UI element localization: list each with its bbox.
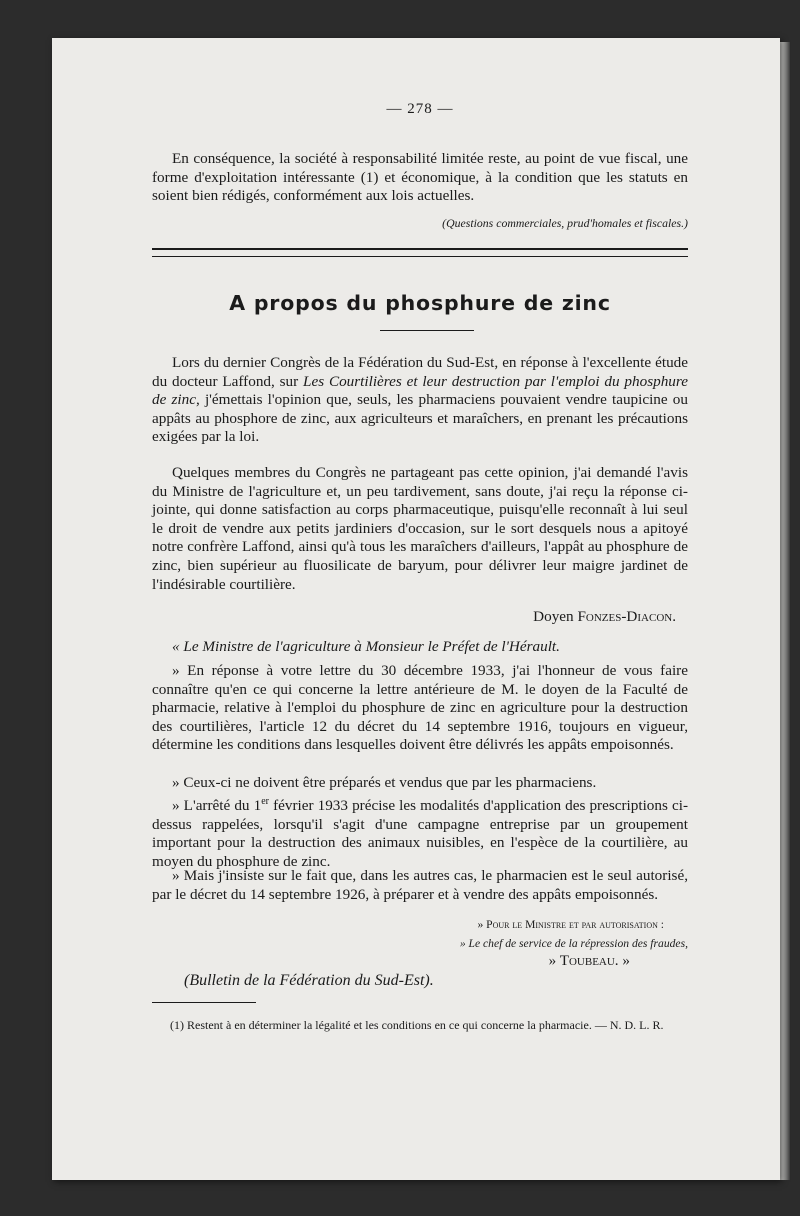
intro-paragraph: En conséquence, la société à responsabilité limitée reste, au point de vue fiscal, une forme d'exploitation intéressante (1) et économique, à la condition que les statuts en soient bien rédigés, conformément aux lois actuelles.: [152, 150, 688, 205]
letter-paragraph-2: » Ceux-ci ne doivent être préparés et vendus que par les pharmaciens.: [172, 774, 597, 791]
article-p1-italic-title: Les Courtilières et leur destruction par l'emploi du phosphure de zinc: [152, 372, 688, 409]
footnote: (1) Restent à en déterminer la légalité et les conditions en ce qui concerne la pharmacie. — N. D. L. R.: [170, 1018, 664, 1032]
article-title: A propos du phosphure de zinc: [229, 291, 611, 315]
article-p1-start: Lors du dernier Congrès de la Fédération du Sud-Est, en réponse à l'excellente étude du docteur Laffond, sur: [152, 354, 688, 390]
letter-p3-start: » L'arrêté du 1: [172, 797, 262, 815]
letter-p3-superscript: er: [261, 796, 269, 807]
letter-paragraph-4: » Mais j'insiste sur le fait que, dans les autres cas, le pharmacien est le seul autorisé, par le décret du 14 septembre 1926, à préparer et à vendre des appâts empoisonnés.: [152, 867, 688, 903]
page-number: — 278 —: [386, 101, 454, 117]
signature-name: » Toubeau. »: [548, 952, 630, 969]
intro-source: (Questions commerciales, prud'homales et fiscales.): [442, 216, 688, 230]
article-p1-end: , j'émettais l'opinion que, seuls, les pharmaciens pouvaient vendre taupicine ou appâts au phosphore de zinc, aux agriculteurs et maraîchers, en prenant les précautions exigées par la loi.: [152, 391, 688, 446]
author-name: Fonzes-Diacon.: [577, 608, 676, 625]
letter-paragraph-3: [152, 793, 688, 871]
article-paragraph-2: Quelques membres du Congrès ne partageant pas cette opinion, j'ai demandé l'avis du Ministre de l'agriculture et, un peu tardivement, sans doute, j'ai reçu la réponse ci-jointe, qui donne satisfaction au corps pharmaceutique, puisqu'elle reconnaît à lui seul le droit de vendre aux petits jardiniers d'occasion, sur le sort desquels nous a apitoyé notre confrère Laffond, ainsi qu'à tous les maraîchers d'ailleurs, l'appât au phosphure de zinc, bien supérieur au fluosilicate de baryum, pour délivrer leur maigre jardinet de l'indésirable courtilière.: [152, 464, 688, 593]
signature-role: » Le chef de service de la répression des fraudes,: [459, 937, 688, 950]
title-underline: [380, 330, 474, 331]
bulletin-source: (Bulletin de la Fédération du Sud-Est).: [184, 972, 434, 989]
section-divider-bottom: [152, 256, 688, 257]
letter-p3-end: février 1933 précise les modalités d'application des prescriptions ci-dessus rappelées, lorsqu'il s'agit d'une campagne entreprise par un groupement important pour la destruction des animaux nuisibles, en l'espèce de la courtilière, au moyen du phosphure de zinc.: [152, 797, 689, 870]
signature-authority: » Pour le Ministre et par autorisation :: [477, 918, 664, 931]
article-author: [533, 608, 676, 627]
footnote-divider: [152, 1002, 256, 1003]
section-divider-top: [152, 248, 688, 250]
letter-paragraph-1: » En réponse à votre lettre du 30 décembre 1933, j'ai l'honneur de vous faire connaître qu'en ce qui concerne la lettre antérieure de M. le doyen de la Faculté de pharmacie, relative à l'emploi du phosphure de zinc en agriculture pour la destruction des courtilières, l'article 12 du décret du 14 septembre 1916, toujours en vigueur, détermine les conditions dans lesquelles doivent être délivrés les appâts empoisonnés.: [152, 662, 688, 754]
letter-heading: « Le Ministre de l'agriculture à Monsieur le Préfet de l'Hérault.: [172, 638, 560, 655]
document-page: [52, 38, 780, 1180]
author-prefix: Doyen: [533, 608, 578, 625]
article-paragraph-1: [152, 354, 688, 447]
